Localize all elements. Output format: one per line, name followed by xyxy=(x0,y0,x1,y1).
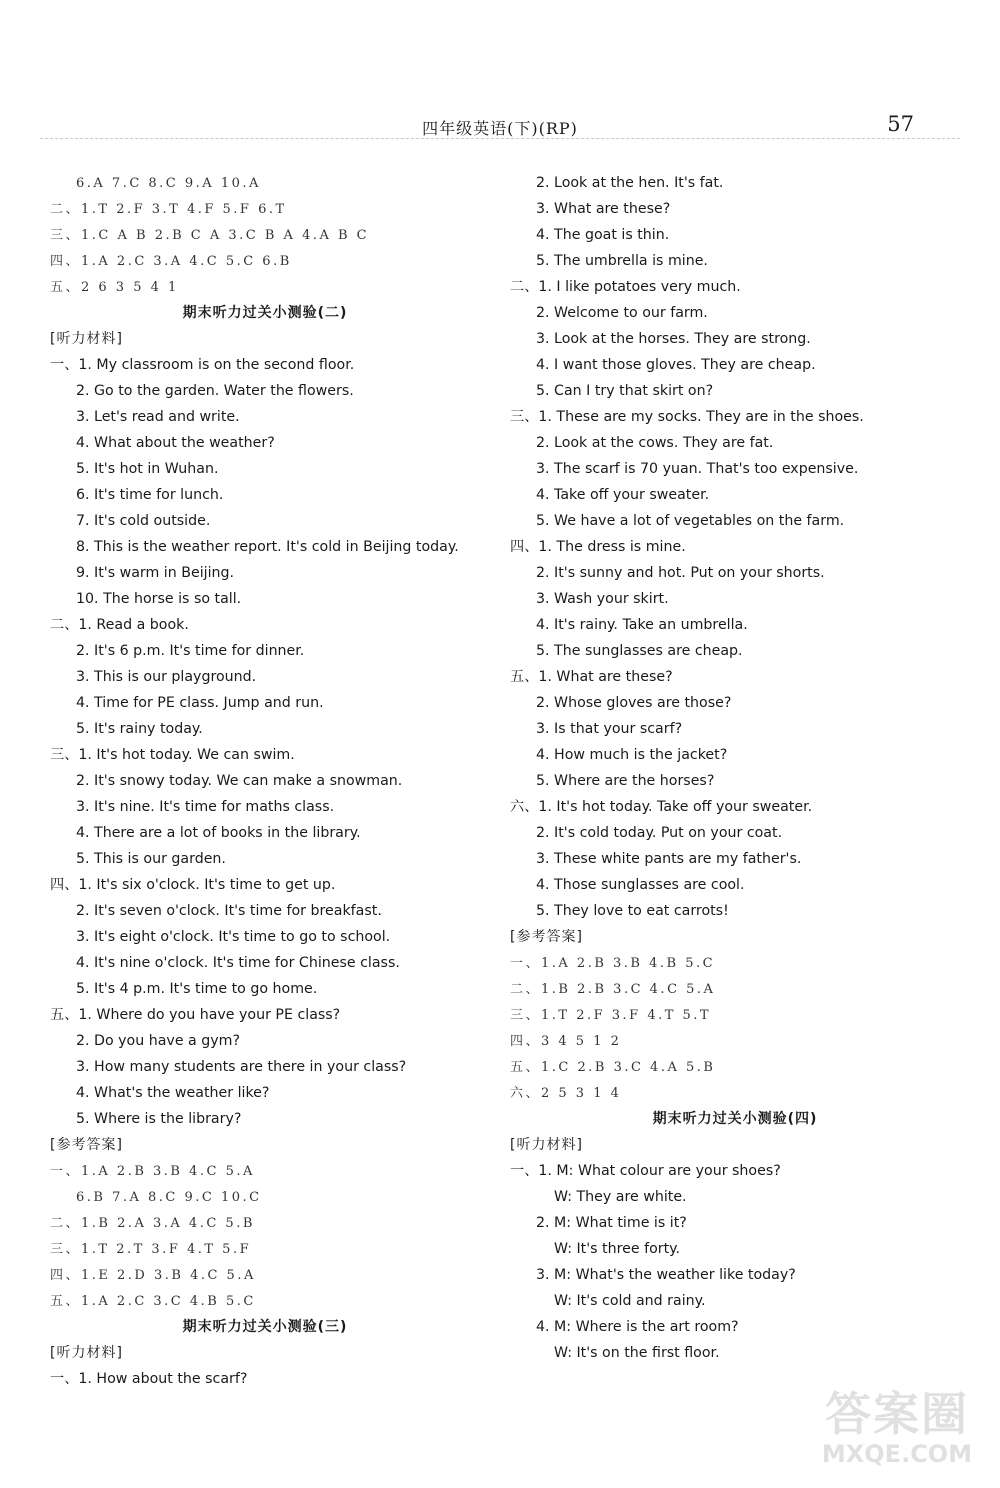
text-line xyxy=(50,898,480,924)
header-divider xyxy=(40,138,960,139)
text-line xyxy=(510,1262,960,1288)
text-line xyxy=(50,794,480,820)
text-line xyxy=(510,300,960,326)
answer-line xyxy=(50,1184,480,1210)
text-line xyxy=(50,950,480,976)
text-line xyxy=(50,612,480,638)
text-line-text: 一、1. How about the scarf? xyxy=(50,1371,248,1387)
answer-line-text: 五、1.C 2.B 3.C 4.A 5.B xyxy=(510,1060,716,1075)
text-line-text: 六、1. It's hot today. Take off your sweater. xyxy=(510,799,813,815)
text-line-text: 3. Is that your scarf? xyxy=(536,721,683,737)
text-line xyxy=(50,638,480,664)
subsection-label xyxy=(510,924,960,950)
text-line-text: 二、1. Read a book. xyxy=(50,617,189,633)
answer-line xyxy=(510,1028,960,1054)
answer-line-text: 一、1.A 2.B 3.B 4.C 5.A xyxy=(50,1164,255,1179)
text-line xyxy=(510,508,960,534)
text-line xyxy=(510,742,960,768)
answer-line-text: 二、1.T 2.F 3.T 4.F 5.F 6.T xyxy=(50,202,287,217)
text-line xyxy=(510,222,960,248)
text-line-text: 4. How much is the jacket? xyxy=(536,747,728,763)
text-line-text: 三、1. These are my socks. They are in the shoes. xyxy=(510,409,864,425)
text-line xyxy=(510,1210,960,1236)
text-line-text: 3. It's eight o'clock. It's time to go to school. xyxy=(76,929,391,945)
text-line-text: 3. The scarf is 70 yuan. That's too expensive. xyxy=(536,461,859,477)
text-line-text: 一、1. My classroom is on the second floor. xyxy=(50,357,355,373)
subsection-label-text: [听力材料] xyxy=(50,1345,123,1361)
text-line-text: 5. It's 4 p.m. It's time to go home. xyxy=(76,981,318,997)
header-title: 四年级英语(下)(RP) xyxy=(422,119,578,138)
section-heading xyxy=(510,1106,960,1132)
text-line xyxy=(50,534,480,560)
section-heading xyxy=(50,1314,480,1340)
answer-line-text: 6.B 7.A 8.C 9.C 10.C xyxy=(76,1190,262,1205)
text-line-text: 2. Do you have a gym? xyxy=(76,1033,241,1049)
text-line xyxy=(510,716,960,742)
text-line xyxy=(510,794,960,820)
answer-line xyxy=(50,274,480,300)
text-line xyxy=(50,820,480,846)
section-heading-text: 期末听力过关小测验(三) xyxy=(182,1319,348,1335)
text-line-text: 一、1. M: What colour are your shoes? xyxy=(510,1163,781,1179)
text-line xyxy=(50,1366,480,1392)
text-line-text: 3. It's nine. It's time for maths class. xyxy=(76,799,335,815)
text-line xyxy=(510,768,960,794)
text-line-text: 5. This is our garden. xyxy=(76,851,226,867)
text-line xyxy=(510,872,960,898)
text-line-text: 3. Let's read and write. xyxy=(76,409,240,425)
text-line xyxy=(50,508,480,534)
subsection-label xyxy=(50,1132,480,1158)
answer-line-text: 三、1.T 2.F 3.F 4.T 5.T xyxy=(510,1008,712,1023)
watermark-logo xyxy=(812,1384,982,1474)
right-column xyxy=(510,170,960,1366)
text-line-text: 4. It's nine o'clock. It's time for Chinese class. xyxy=(76,955,400,971)
answer-line xyxy=(50,248,480,274)
answer-line-text: 三、1.T 2.T 3.F 4.T 5.F xyxy=(50,1242,252,1257)
text-line-text: 5. They love to eat carrots! xyxy=(536,903,729,919)
answer-line xyxy=(510,976,960,1002)
text-line xyxy=(510,846,960,872)
text-line xyxy=(510,1158,960,1184)
text-line xyxy=(510,898,960,924)
answer-line xyxy=(50,1210,480,1236)
subsection-label xyxy=(510,1132,960,1158)
text-line-text: W: It's three forty. xyxy=(554,1241,681,1257)
text-line-text: 2. Whose gloves are those? xyxy=(536,695,732,711)
text-line xyxy=(50,586,480,612)
answer-line xyxy=(50,1236,480,1262)
text-line xyxy=(510,1184,960,1210)
text-line-text: 5. It's hot in Wuhan. xyxy=(76,461,219,477)
text-line-text: 2. Look at the cows. They are fat. xyxy=(536,435,774,451)
subsection-label xyxy=(50,326,480,352)
answer-line xyxy=(50,1158,480,1184)
answer-line-text: 四、1.A 2.C 3.A 4.C 5.C 6.B xyxy=(50,254,292,269)
text-line xyxy=(510,1288,960,1314)
text-line-text: 5. The sunglasses are cheap. xyxy=(536,643,743,659)
answer-line xyxy=(50,1288,480,1314)
text-line xyxy=(510,534,960,560)
answer-line xyxy=(510,1054,960,1080)
section-heading xyxy=(50,300,480,326)
text-line-text: 7. It's cold outside. xyxy=(76,513,211,529)
text-line-text: 2. It's seven o'clock. It's time for breakfast. xyxy=(76,903,382,919)
subsection-label xyxy=(50,1340,480,1366)
text-line xyxy=(50,872,480,898)
text-line-text: 3. This is our playground. xyxy=(76,669,257,685)
text-line-text: 4. There are a lot of books in the library. xyxy=(76,825,361,841)
text-line xyxy=(510,612,960,638)
text-line-text: 4. I want those gloves. They are cheap. xyxy=(536,357,816,373)
text-line xyxy=(510,456,960,482)
subsection-label-text: [听力材料] xyxy=(50,331,123,347)
text-line xyxy=(50,690,480,716)
text-line xyxy=(50,560,480,586)
answer-line xyxy=(50,222,480,248)
text-line-text: 4. M: Where is the art room? xyxy=(536,1319,739,1335)
text-line-text: 3. Wash your skirt. xyxy=(536,591,669,607)
text-line xyxy=(510,326,960,352)
text-line xyxy=(50,1080,480,1106)
answer-line-text: 五、2 6 3 5 4 1 xyxy=(50,280,179,295)
text-line-text: 3. What are these? xyxy=(536,201,671,217)
text-line-text: 10. The horse is so tall. xyxy=(76,591,242,607)
answer-line xyxy=(50,1262,480,1288)
text-line xyxy=(50,846,480,872)
page-number: 57 xyxy=(887,112,914,136)
text-line xyxy=(50,352,480,378)
text-line-text: 2. It's sunny and hot. Put on your shorts. xyxy=(536,565,825,581)
text-line xyxy=(50,404,480,430)
text-line xyxy=(50,1028,480,1054)
text-line xyxy=(50,768,480,794)
text-line xyxy=(510,638,960,664)
text-line-text: 五、1. What are these? xyxy=(510,669,673,685)
text-line-text: 5. It's rainy today. xyxy=(76,721,203,737)
answer-line xyxy=(510,1080,960,1106)
text-line-text: 2. M: What time is it? xyxy=(536,1215,687,1231)
text-line-text: 2. Look at the hen. It's fat. xyxy=(536,175,724,191)
answer-line-text: 二、1.B 2.A 3.A 4.C 5.B xyxy=(50,1216,255,1231)
text-line xyxy=(510,378,960,404)
text-line-text: 5. The umbrella is mine. xyxy=(536,253,708,269)
text-line-text: 4. The goat is thin. xyxy=(536,227,670,243)
text-line-text: 4. Time for PE class. Jump and run. xyxy=(76,695,324,711)
text-line-text: 3. How many students are there in your class? xyxy=(76,1059,407,1075)
text-line-text: 2. It's 6 p.m. It's time for dinner. xyxy=(76,643,305,659)
text-line xyxy=(510,430,960,456)
text-line xyxy=(510,196,960,222)
section-heading-text: 期末听力过关小测验(四) xyxy=(652,1111,818,1127)
subsection-label-text: [参考答案] xyxy=(50,1137,123,1153)
page-header xyxy=(0,112,1000,140)
text-line-text: 5. Where is the library? xyxy=(76,1111,242,1127)
text-line xyxy=(510,1340,960,1366)
text-line xyxy=(50,664,480,690)
text-line-text: 8. This is the weather report. It's cold in Beijing today. xyxy=(76,539,459,555)
text-line xyxy=(50,716,480,742)
text-line-text: 5. Where are the horses? xyxy=(536,773,715,789)
text-line xyxy=(510,482,960,508)
answer-line xyxy=(510,950,960,976)
text-line xyxy=(510,1236,960,1262)
text-line-text: 3. M: What's the weather like today? xyxy=(536,1267,796,1283)
text-line-text: W: It's on the first floor. xyxy=(554,1345,720,1361)
text-line xyxy=(50,924,480,950)
text-line xyxy=(510,404,960,430)
answer-line xyxy=(50,170,480,196)
text-line-text: 5. Can I try that skirt on? xyxy=(536,383,714,399)
text-line-text: 3. Look at the horses. They are strong. xyxy=(536,331,811,347)
section-heading-text: 期末听力过关小测验(二) xyxy=(182,305,348,321)
text-line xyxy=(50,378,480,404)
text-line-text: 6. It's time for lunch. xyxy=(76,487,224,503)
text-line-text: 2. It's cold today. Put on your coat. xyxy=(536,825,783,841)
answer-line-text: 一、1.A 2.B 3.B 4.B 5.C xyxy=(510,956,716,971)
text-line-text: 四、1. It's six o'clock. It's time to get up. xyxy=(50,877,336,893)
text-line-text: 2. Go to the garden. Water the flowers. xyxy=(76,383,354,399)
answer-line-text: 6.A 7.C 8.C 9.A 10.A xyxy=(76,176,261,191)
text-line xyxy=(510,586,960,612)
text-line xyxy=(510,170,960,196)
text-line xyxy=(510,560,960,586)
text-line-text: 9. It's warm in Beijing. xyxy=(76,565,235,581)
text-line-text: 2. It's snowy today. We can make a snowman. xyxy=(76,773,403,789)
text-line-text: W: They are white. xyxy=(554,1189,687,1205)
text-line xyxy=(510,248,960,274)
watermark-site-text: MXQE.COM xyxy=(821,1440,973,1468)
left-column xyxy=(50,170,480,1392)
text-line-text: 4. It's rainy. Take an umbrella. xyxy=(536,617,748,633)
text-line xyxy=(510,820,960,846)
text-line xyxy=(50,1054,480,1080)
text-line xyxy=(50,456,480,482)
text-line-text: 4. Those sunglasses are cool. xyxy=(536,877,745,893)
answer-line-text: 四、3 4 5 1 2 xyxy=(510,1034,622,1049)
text-line-text: 五、1. Where do you have your PE class? xyxy=(50,1007,341,1023)
answer-line-text: 五、1.A 2.C 3.C 4.B 5.C xyxy=(50,1294,256,1309)
answer-line xyxy=(50,196,480,222)
text-line-text: W: It's cold and rainy. xyxy=(554,1293,706,1309)
answer-line-text: 三、1.C A B 2.B C A 3.C B A 4.A B C xyxy=(50,228,370,243)
text-line-text: 4. What's the weather like? xyxy=(76,1085,270,1101)
text-line xyxy=(510,352,960,378)
text-line xyxy=(510,1314,960,1340)
text-line xyxy=(50,1002,480,1028)
text-line xyxy=(510,690,960,716)
watermark-main-text: 答案圈 xyxy=(825,1387,969,1441)
text-line-text: 三、1. It's hot today. We can swim. xyxy=(50,747,295,763)
text-line-text: 2. Welcome to our farm. xyxy=(536,305,708,321)
text-line-text: 四、1. The dress is mine. xyxy=(510,539,686,555)
text-line-text: 3. These white pants are my father's. xyxy=(536,851,802,867)
text-line-text: 二、1. I like potatoes very much. xyxy=(510,279,741,295)
answer-line-text: 六、2 5 3 1 4 xyxy=(510,1086,622,1101)
text-line xyxy=(50,482,480,508)
text-line-text: 4. What about the weather? xyxy=(76,435,275,451)
text-line xyxy=(510,274,960,300)
text-line-text: 4. Take off your sweater. xyxy=(536,487,710,503)
answer-line-text: 二、1.B 2.B 3.C 4.C 5.A xyxy=(510,982,716,997)
text-line xyxy=(50,1106,480,1132)
text-line xyxy=(50,430,480,456)
text-line xyxy=(510,664,960,690)
subsection-label-text: [听力材料] xyxy=(510,1137,583,1153)
answer-line-text: 四、1.E 2.D 3.B 4.C 5.A xyxy=(50,1268,256,1283)
subsection-label-text: [参考答案] xyxy=(510,929,583,945)
answer-line xyxy=(510,1002,960,1028)
text-line xyxy=(50,742,480,768)
text-line-text: 5. We have a lot of vegetables on the farm. xyxy=(536,513,845,529)
text-line xyxy=(50,976,480,1002)
